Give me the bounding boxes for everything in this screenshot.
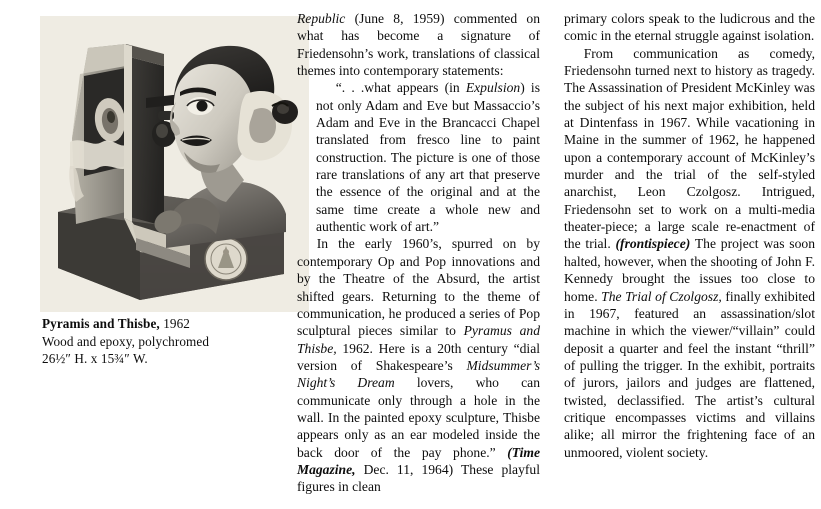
text-column-right [564, 10, 815, 461]
paragraph-czolgosz-part-2: The project was soon halted, however, when the shooting of John F. Kennedy brought the issues too close to home. [564, 236, 815, 304]
paragraph-early-1960s-part-1: In the early 1960’s, spurred on by contemporary Op and Pop innovations and by the Theatre of the Absurd, the artist shifted gears. Returning to the theme of communication, he produced a series of Pop sculptural pieces similar to [297, 236, 540, 339]
figure-column [0, 0, 282, 509]
paragraph-republic-body: (June 8, 1959) commented on what has become a signature of Friedensohn’s work, translations of classical themes into contemporary statements: [297, 11, 540, 79]
sculpture-illustration [40, 16, 309, 312]
figure-caption [42, 315, 310, 368]
paragraph-czolgosz [564, 45, 815, 461]
caption-dimensions: 26½″ H. x 15¾″ W. [42, 351, 148, 366]
artwork-title-expulsion: Expulsion [465, 80, 521, 96]
play-title-midsummer: Midsummer’s Night’s Dream [297, 357, 540, 391]
caption-artwork-title: Pyramis and Thisbe, [42, 316, 160, 331]
journal-title-republic: Republic [297, 11, 346, 26]
caption-artwork-year: 1962 [163, 316, 190, 331]
paragraph-early-1960s-part-4: Dec. 11, 1964) These playful figures in clean [297, 461, 540, 495]
paragraph-early-1960s-part-3: lovers, who can communicate only through a hole in the wall. In the painted epoxy sculpture, Thisbe appears only as an ear modeled inside the back door of the pay phone.” [297, 375, 540, 460]
caption-title-line [42, 315, 310, 333]
paragraph-early-1960s-part-2: 1962. Here is a 20th century “dial version of Shakespeare’s [297, 340, 540, 373]
caption-medium: Wood and epoxy, polychromed [42, 333, 210, 349]
artwork-title-trial-of-czolgosz: The Trial of Czolgosz, [601, 288, 722, 304]
paragraph-czolgosz-part-1: From communication as comedy, Friedensohn turned next to history as tragedy. The Assassination of President McKinley was the subject of his next major exhibition, held at Dintenfass in 1967. While vacationing in Maine in the summer of 1962, he happened upon a contemporary account of McKinley’s murder and the trial of the self-styled anarchist, Leon Czolgosz. Intrigued, Friedensohn set to work on a multi-media theater-piece; a large scale re-enactment of the trial. [564, 45, 815, 252]
paragraph-early-1960s [297, 235, 540, 495]
artwork-title-pyramus-and-thisbe: Pyramus and Thisbe, [297, 323, 540, 356]
text-column-middle [297, 10, 540, 496]
paragraph-czolgosz-part-3: finally exhibited in 1967, featured an assassination/slot machine in which the viewer/“villain” could deposit a quarter and feel the instant “thrill” of pulling the trigger. In the exhibit, portraits of jurors, jailors and judges are flattened, twisted, declassified. The artist’s cultural critique encompasses victims and villains alike; all mirror the frightening face of an unmoored, violent society. [564, 288, 815, 460]
blockquote-part-2: ) is not only Adam and Eve but Massaccio’s Adam and Eve in the Brancacci Chapel translated from fresco line to paint construction. The picture is one of those rare translations of any art that preserve the essence of the original and at the same time create a whole new and authentic work of art.” [316, 80, 540, 235]
blockquote-part-1: “. . .what appears (in [335, 80, 466, 96]
paragraph-primary-colors: primary colors speak to the ludicrous and the comic in the eternal struggle against isolation. [564, 11, 815, 44]
sculpture-photograph [40, 16, 309, 312]
paragraph-republic-continued [297, 10, 540, 79]
magazine-title-time: (Time Magazine, [297, 444, 540, 477]
blockquote-expulsion [297, 79, 540, 235]
figure-reference-frontispiece: (frontispiece) [615, 236, 691, 252]
sculpture-figure [40, 16, 309, 366]
